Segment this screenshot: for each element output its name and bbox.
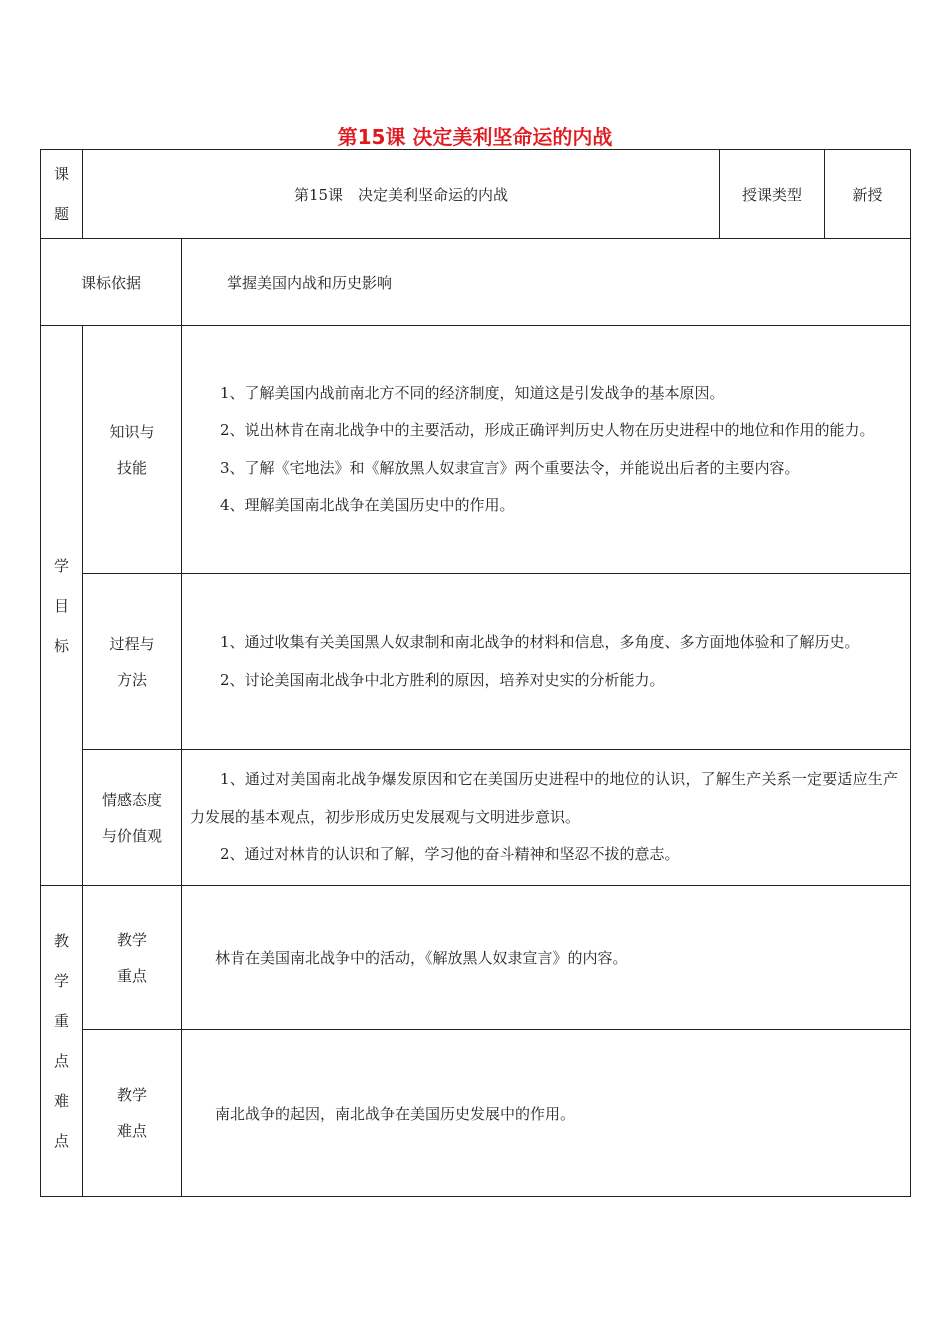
standard-value: 掌握美国内战和历史影响 [182,239,911,326]
emotion-label: 情感态度 与价值观 [83,750,182,886]
lesson-plan-table [40,149,911,1197]
knowledge-item: 4、理解美国南北战争在美国历史中的作用。 [220,496,515,514]
row-emotion [41,750,911,886]
emotion-item: 2、通过对林肯的认识和了解，学习他的奋斗精神和坚忍不拔的意志。 [220,845,680,864]
row-knowledge [41,326,911,574]
lesson-type-label: 授课类型 [720,150,825,239]
process-item: 2、讨论美国南北战争中北方胜利的原因，培养对史实的分析能力。 [220,670,665,689]
process-item: 1、通过收集有关美国黑人奴隶制和南北战争的材料和信息，多角度、多方面地体验和了解历史。 [220,633,860,651]
process-label: 过程与 方法 [83,574,182,750]
key-point-label: 教学 重点 [83,886,182,1030]
knowledge-item: 2、说出林肯在南北战争中的主要活动，形成正确评判历史人物在历史进程中的地位和作用的能力。 [220,421,875,439]
focus-label: 教 学 重 点 难 点 [41,886,83,1197]
page-title: 第15课 决定美利坚命运的内战 [337,125,613,149]
knowledge-item: 3、了解《宅地法》和《解放黑人奴隶宣言》两个重要法令，并能说出后者的主要内容。 [220,458,800,477]
row-standard [41,239,911,326]
row-process [41,574,911,750]
lesson-type-value: 新授 [825,150,911,239]
standard-label: 课标依据 [41,239,182,326]
topic-label: 课 题 [41,150,83,239]
topic-value: 第15课 决定美利坚命运的内战 [83,150,720,239]
difficult-point-label: 教学 难点 [83,1030,182,1197]
row-topic [41,150,911,239]
emotion-item: 1、通过对美国南北战争爆发原因和它在美国历史进程中的地位的认识，了解生产关系一定要适应生产力发展的基本观点，初步形成历史发展观与文明进步意识。 [190,770,898,826]
process-items [182,574,911,750]
row-key-point [41,886,911,1030]
knowledge-item: 1、了解美国内战前南北方不同的经济制度，知道这是引发战争的基本原因。 [220,383,725,402]
emotion-items [182,750,911,886]
row-difficult-point [41,1030,911,1197]
knowledge-label: 知识与 技能 [83,326,182,574]
goals-label: 学 目 标 [41,326,83,886]
difficult-point-value: 南北战争的起因，南北战争在美国历史发展中的作用。 [182,1030,911,1197]
knowledge-items [182,326,911,574]
key-point-value: 林肯在美国南北战争中的活动，《解放黑人奴隶宣言》的内容。 [182,886,911,1030]
